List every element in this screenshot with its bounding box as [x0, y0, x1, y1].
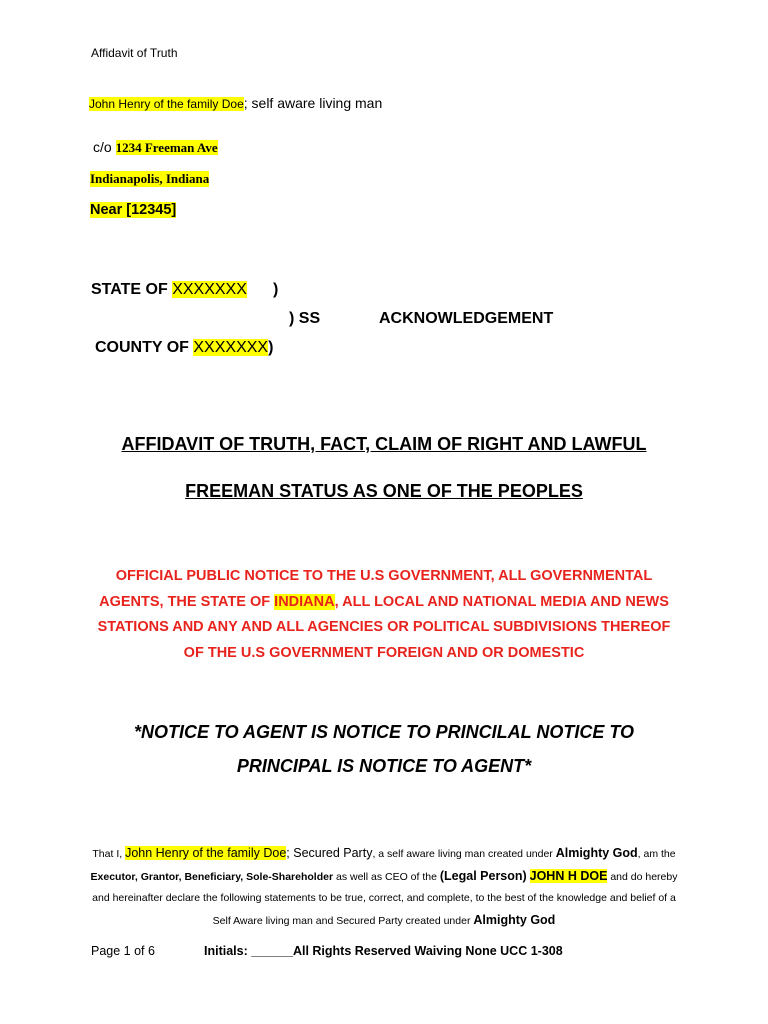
body-text: , a self aware living man created under	[372, 848, 556, 860]
maxim-line-1: *NOTICE TO AGENT IS NOTICE TO PRINCILAL NOTICE TO	[133, 722, 635, 742]
footer-page-number: Page 1 of 6	[91, 944, 155, 958]
body-roles: Executor, Grantor, Beneficiary, Sole-Shareholder	[90, 870, 334, 883]
title-line-2: FREEMAN STATUS AS ONE OF THE PEOPLES	[185, 481, 583, 501]
sender-near: Near [12345]	[90, 202, 177, 218]
sender-street-line	[93, 139, 218, 156]
state-label: STATE OF	[91, 281, 173, 298]
sender-city: Indianapolis, Indiana	[90, 171, 210, 186]
sender-name-suffix: ; self aware living man	[243, 95, 383, 111]
care-of-prefix: c/o	[93, 139, 116, 155]
venue-state-line	[91, 281, 247, 299]
notice-line-4: OF THE U.S GOVERNMENT FOREIGN AND OR DOMESTIC	[183, 645, 585, 661]
body-text: as well as CEO of the	[333, 870, 440, 883]
body-text: and do hereby and hereinafter declare the following statements to be true, correct, and complete, to the best of the knowledge and belief of a Self Aware living man and Secured Party created under	[92, 870, 678, 927]
body-party-name: John Henry of the family Doe	[125, 846, 287, 860]
notice-state: INDIANA	[274, 594, 335, 610]
body-paragraph	[88, 843, 680, 932]
footer-initials: Initials: ______All Rights Reserved Waiving None UCC 1-308	[204, 944, 563, 958]
notice-line-1: OFFICIAL PUBLIC NOTICE TO THE U.S GOVERNMENT, ALL GOVERNMENTAL	[115, 568, 653, 584]
body-text: , am the	[637, 848, 676, 860]
notice-line-3: STATIONS AND ANY AND ALL AGENCIES OR POLITICAL SUBDIVISIONS THEREOF	[97, 619, 671, 635]
venue-county-line	[95, 339, 273, 357]
sender-name-line	[89, 95, 382, 111]
body-almighty-god: Almighty God	[473, 912, 556, 927]
county-label: COUNTY OF	[95, 339, 194, 356]
notice-line-2-b: , ALL LOCAL AND NATIONAL MEDIA AND NEWS	[334, 594, 669, 610]
acknowledgement-heading: ACKNOWLEDGEMENT	[379, 310, 554, 327]
venue-ss: ) SS	[289, 310, 321, 327]
sender-name: John Henry of the family Doe	[89, 97, 244, 111]
body-text: That I,	[92, 848, 126, 860]
venue-paren-3: )	[268, 339, 274, 356]
body-text: ;	[286, 846, 290, 860]
title-line-1: AFFIDAVIT OF TRUTH, FACT, CLAIM OF RIGHT AND LAWFUL	[121, 434, 647, 454]
maxim-line-2: PRINCIPAL IS NOTICE TO AGENT*	[236, 756, 532, 776]
notice-line-2-a: AGENTS, THE STATE OF	[99, 594, 275, 610]
running-header: Affidavit of Truth	[91, 46, 178, 60]
sender-street: 1234 Freeman Ave	[115, 140, 218, 155]
state-value: XXXXXXX	[172, 281, 247, 298]
body-secured-party: Secured Party	[289, 846, 373, 860]
venue-paren-1: )	[273, 281, 279, 298]
body-john-h-doe: JOHN H DOE	[529, 868, 608, 883]
notice-line-2	[0, 594, 768, 610]
body-almighty-god: Almighty God	[555, 846, 638, 860]
body-legal-person: (Legal Person)	[439, 868, 527, 883]
county-value: XXXXXXX	[193, 339, 269, 356]
